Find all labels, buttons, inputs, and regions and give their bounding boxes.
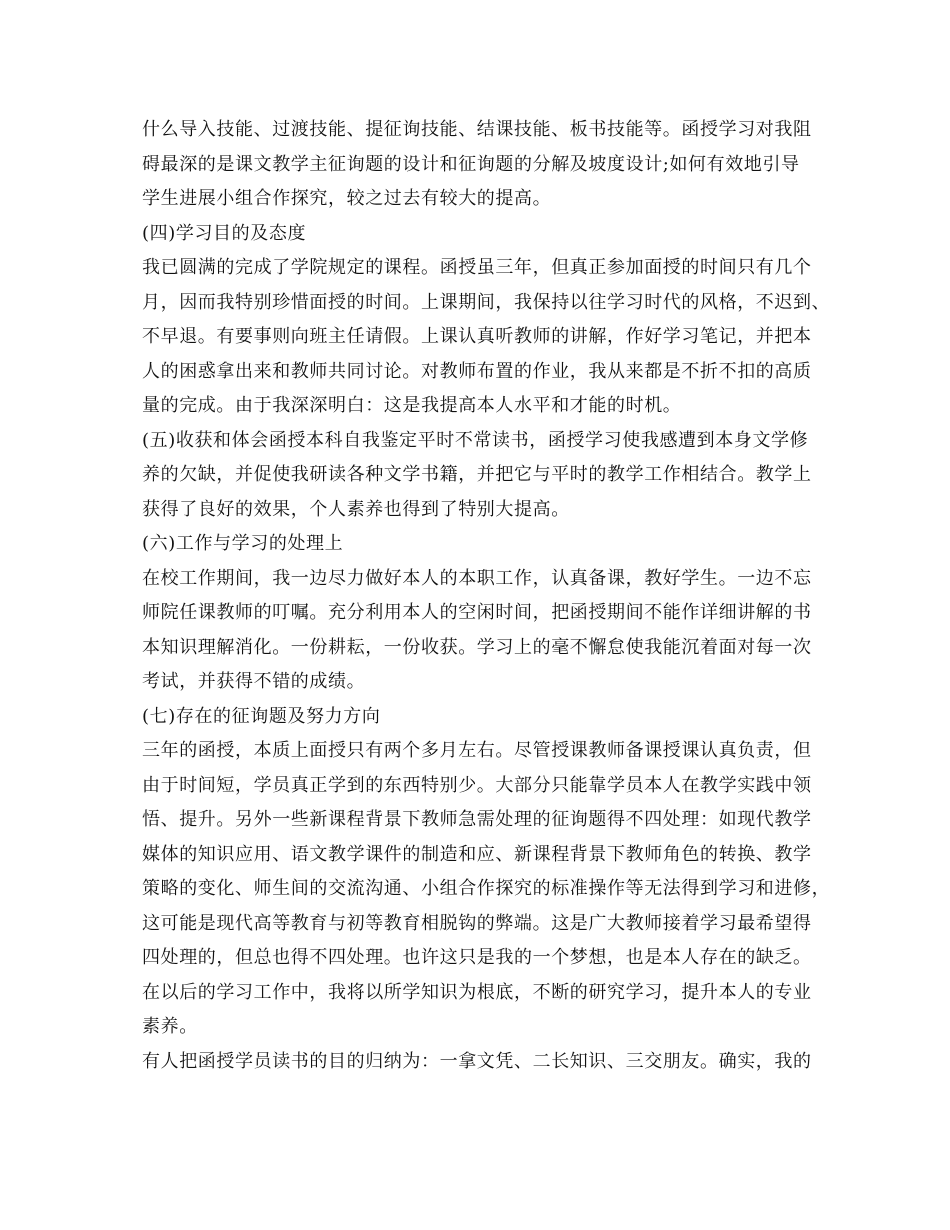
text-line: 在校工作期间，我一边尽力做好本人的本职工作，认真备课，教好学生。一边不忘 [142,567,812,589]
text-line: 什么导入技能、过渡技能、提征询技能、结课技能、板书技能等。函授学习对我阻 [142,119,812,140]
document-body [142,113,831,1079]
text-line: 悟、提升。另外一些新课程背景下教师急需处理的征询题得不四处理：如现代教学 [142,809,812,830]
text-line: 本知识理解消化。一份耕耘，一份收获。学习上的毫不懈怠使我能沉着面对每一次 [142,636,812,658]
text-line: 三年的函授，本质上面授只有两个多月左右。尽管授课教师备课授课认真负责，但 [142,740,812,761]
section-heading-4: (四)学习目的及态度 [142,222,307,244]
text-line: 这可能是现代高等教育与初等教育相脱钩的弊端。这是广大教师接着学习最希望得 [142,912,812,934]
text-line: 媒体的知识应用、语文教学课件的制造和应、新课程背景下教师角色的转换、教学 [142,843,812,865]
text-line: 有人把函授学员读书的目的归纳为：一拿文凭、二长知识、三交朋友。确实，我的 [142,1050,812,1072]
text-line: 人的困惑拿出来和教师共同讨论。对教师布置的作业，我从来都是不折不扣的高质 [142,360,812,382]
text-line: 素养。 [142,1016,198,1037]
text-line: 养的欠缺，并促使我研读各种文学书籍，并把它与平时的教学工作相结合。教学上 [142,464,812,485]
text-line: 四处理的，但总也得不四处理。也许这只是我的一个梦想，也是本人存在的缺乏。 [142,947,812,968]
text-line: 学生进展小组合作探究，较之过去有较大的提高。 [142,188,552,209]
text-line: 月，因而我特别珍惜面授的时间。上课期间，我保持以往学习时代的风格，不迟到、 [142,291,831,313]
text-line: 由于时间短，学员真正学到的东西特别少。大部分只能靠学员本人在教学实践中领 [142,774,812,796]
text-line: 我已圆满的完成了学院规定的课程。函授虽三年，但真正参加面授的时间只有几个 [142,257,812,278]
text-line: 考试，并获得不错的成绩。 [142,671,366,692]
text-line: 碍最深的是课文教学主征询题的设计和征询题的分解及坡度设计;如何有效地引导 [142,153,800,175]
section-heading-5: (五)收获和体会函授本科自我鉴定平时不常读书，函授学习使我感遭到本身文学修 [142,429,809,451]
text-line: 量的完成。由于我深深明白：这是我提高本人水平和才能的时机。 [142,395,682,416]
text-line: 师院任课教师的叮嘱。充分利用本人的空闲时间，把函授期间不能作详细讲解的书 [142,602,812,623]
text-line: 在以后的学习工作中，我将以所学知识为根底，不断的研究学习，提升本人的专业 [142,981,812,1003]
text-line: 不早退。有要事则向班主任请假。上课认真听教师的讲解，作好学习笔记，并把本 [142,326,812,347]
text-line: 获得了良好的效果，个人素养也得到了特别大提高。 [142,498,570,520]
text-line: 策略的变化、师生间的交流沟通、小组合作探究的标准操作等无法得到学习和进修， [142,878,831,899]
section-heading-6: (六)工作与学习的处理上 [142,533,344,554]
section-heading-7: (七)存在的征询题及努力方向 [142,705,381,727]
